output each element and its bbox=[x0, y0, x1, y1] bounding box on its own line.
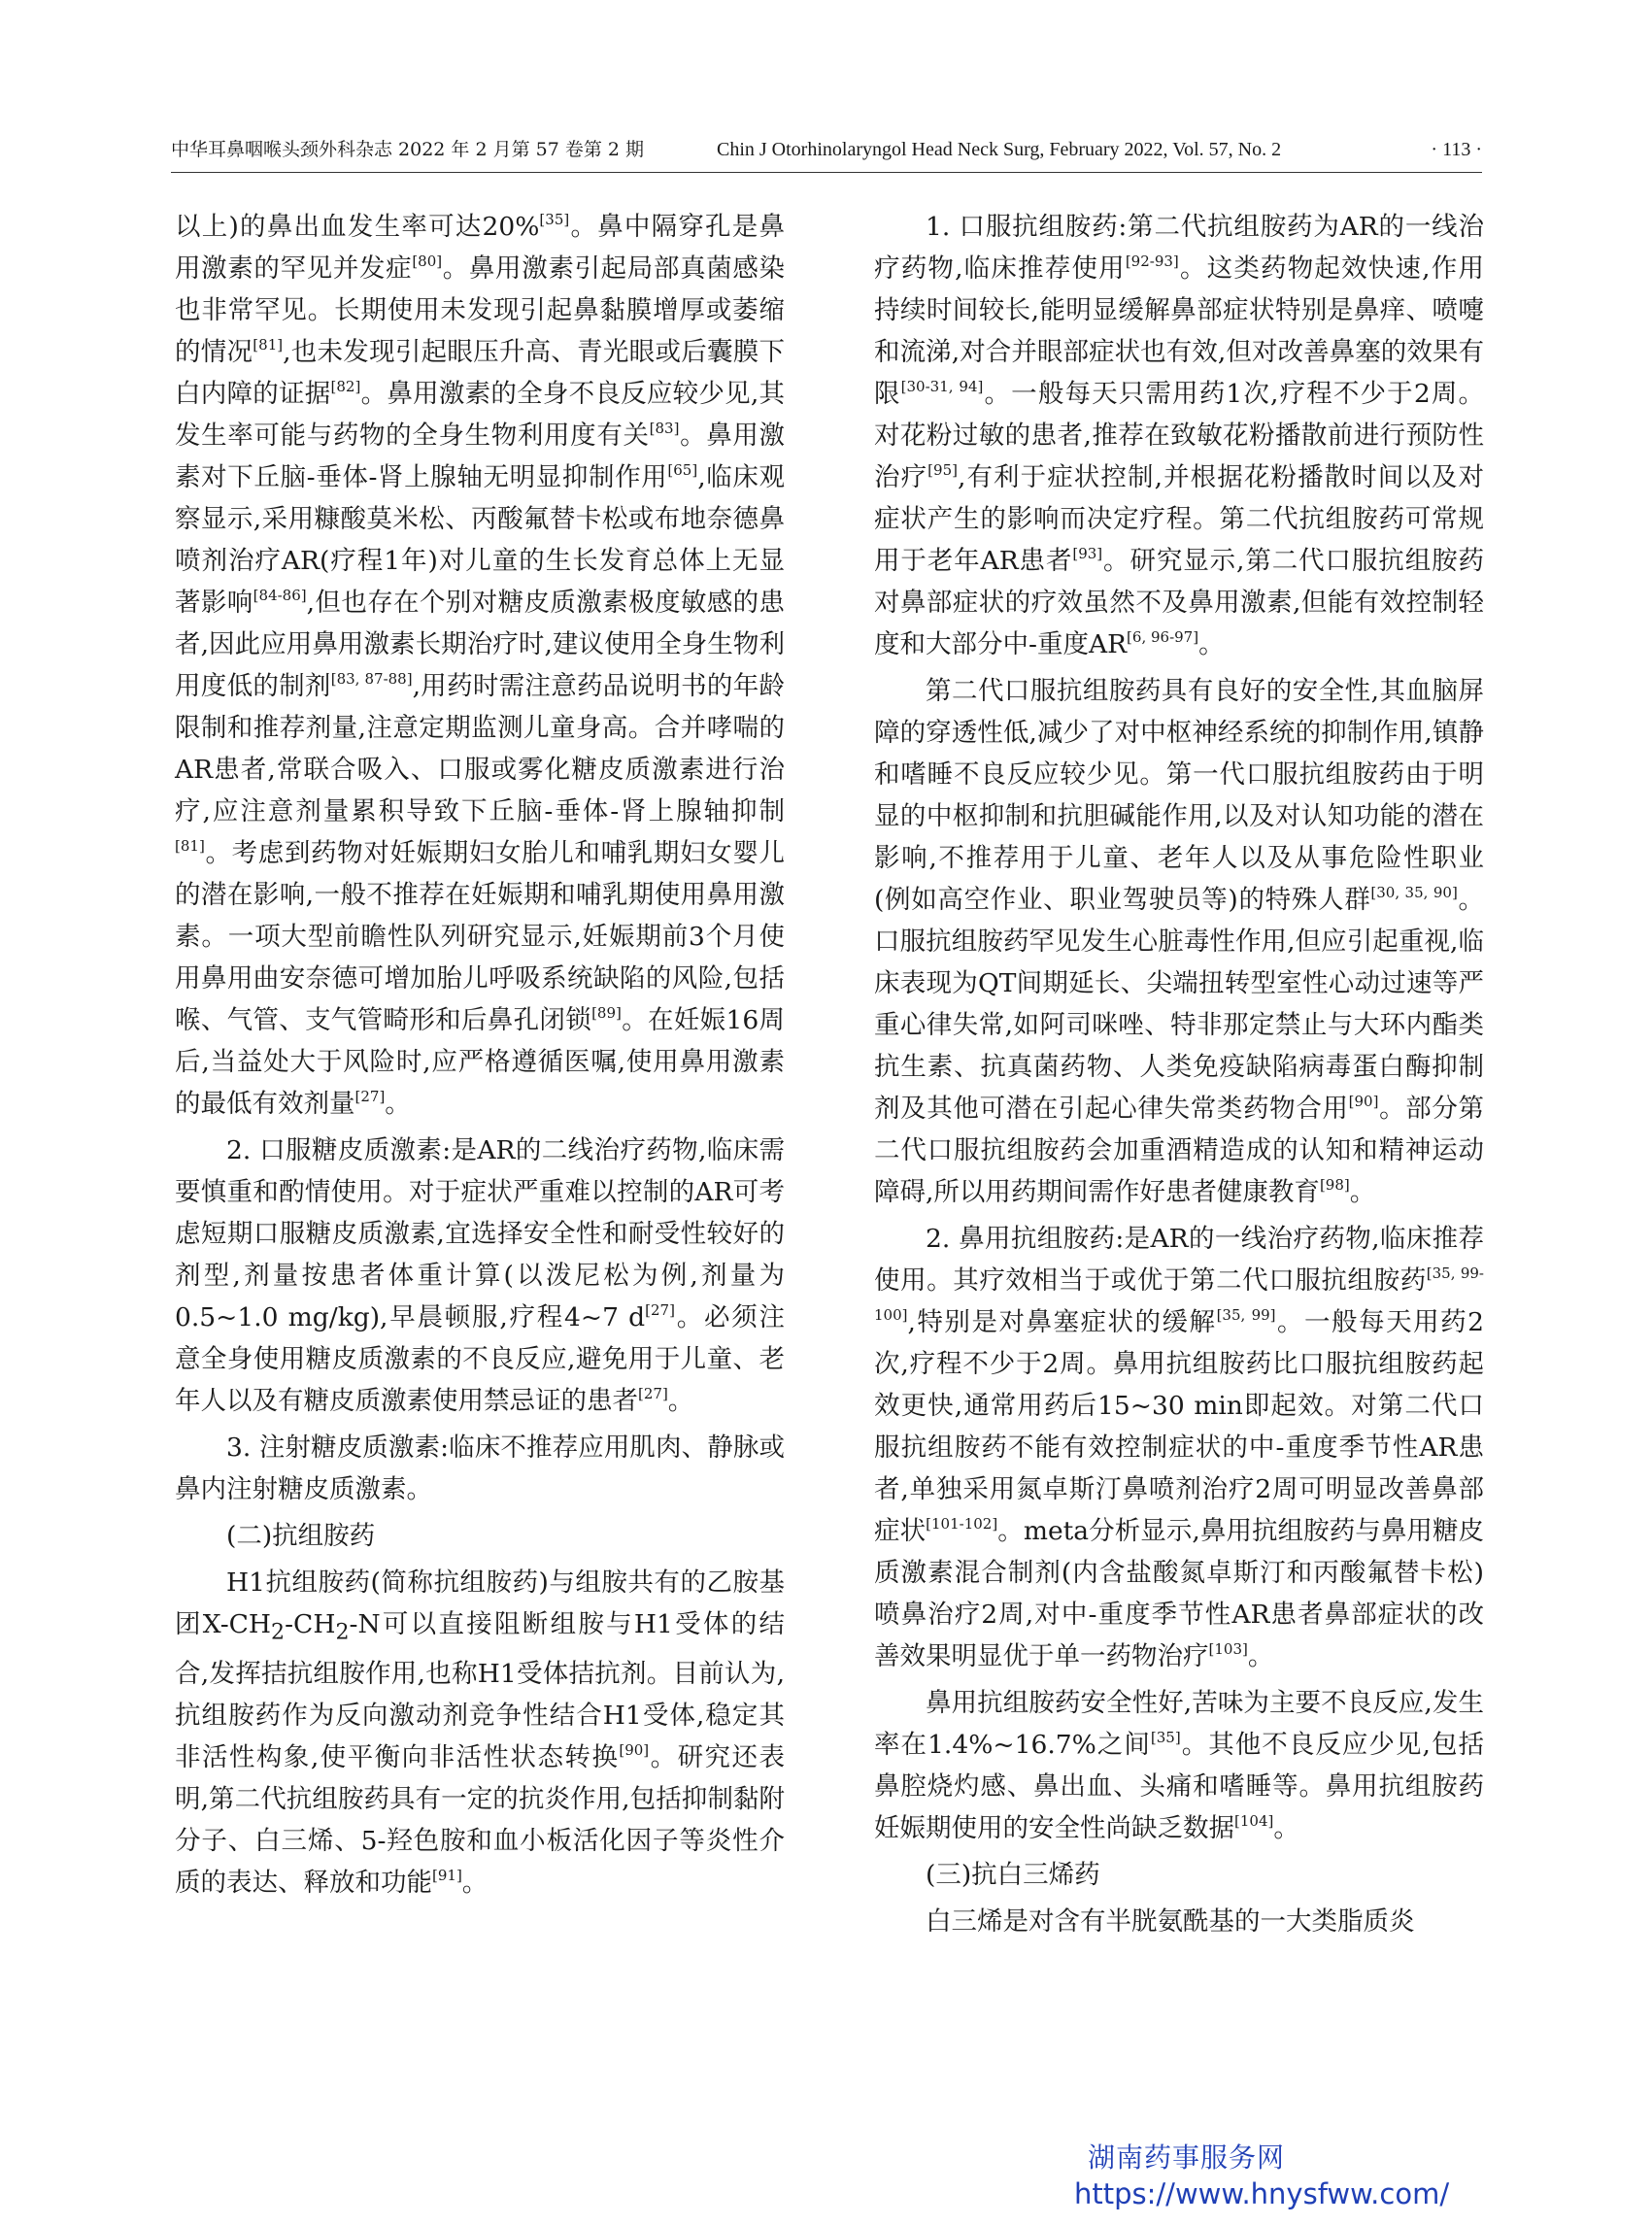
paragraph: H1抗组胺药(简称抗组胺药)与组胺共有的乙胺基团$X-CH_2-CH_2-N$可以直接阻断组胺与H1受体的结合,发挥拮抗组胺作用,也称H1受体拮抗剂。目前认为,抗组胺药作为反向激动剂竞争性结合H1受体,稳定其非活性构象,使平衡向非活性状态转换[90]。研究还表明,第二代抗组胺药具有一定的抗炎作用,包括抑制黏附分子、白三烯、5-羟色胺和血小板活化因子等炎性介质的表达、释放和功能[91]。 bbox=[175, 1568, 785, 1899]
section-heading: (二)抗组胺药 bbox=[226, 1521, 376, 1551]
paragraph: 白三烯是对含有半胱氨酰基的一大类脂质炎 bbox=[926, 1906, 1415, 1937]
paragraph: 2. 口服糖皮质激素:是AR的二线治疗药物,临床需要慎重和酌情使用。对于症状严重难以控制的AR可考虑短期口服糖皮质激素,宜选择安全性和耐受性较好的剂型,剂量按患者体重计算(以泼尼松为例,剂量为0.5~1.0 mg/kg),早晨顿服,疗程4~7 d[27]。必须注意全身使用糖皮质激素的不良反应,避免用于儿童、老年人以及有糖皮质激素使用禁忌证的患者[27]。 bbox=[175, 1135, 785, 1416]
page-number: · 113 · bbox=[1431, 139, 1482, 160]
paragraph: 2. 鼻用抗组胺药:是AR的一线治疗药物,临床推荐使用。其疗效相当于或优于第二代口服抗组胺药[35, 99-100],特别是对鼻塞症状的缓解[35, 99]。一般每天用药2次,疗程不少于2周。鼻用抗组胺药比口服抗组胺药起效更快,通常用药后15~30 min即起效。对第二代口服抗组胺药不能有效控制症状的中-重度季节性AR患者,单独采用氮卓斯汀鼻喷剂治疗2周可明显改善鼻部症状[101-102]。meta分析显示,鼻用抗组胺药与鼻用糖皮质激素混合制剂(内含盐酸氮卓斯汀和丙酸氟替卡松)喷鼻治疗2周,对中-重度季节性AR患者鼻部症状的改善效果明显优于单一药物治疗[103]。 bbox=[874, 1224, 1485, 1671]
paragraph: 鼻用抗组胺药安全性好,苦味为主要不良反应,发生率在1.4%~16.7%之间[35]。其他不良反应少见,包括鼻腔烧灼感、鼻出血、头痛和嗜睡等。鼻用抗组胺药妊娠期使用的安全性尚缺乏数据[104]。 bbox=[874, 1688, 1484, 1843]
paragraph: 3. 注射糖皮质激素:临床不推荐应用肌肉、静脉或鼻内注射糖皮质激素。 bbox=[175, 1433, 785, 1504]
journal-title-cn: 中华耳鼻咽喉头颈外科杂志 2022 年 2 月第 57 卷第 2 期 bbox=[171, 139, 645, 160]
header-divider bbox=[171, 172, 1482, 173]
right-column bbox=[874, 206, 1484, 1942]
paragraph: 1. 口服抗组胺药:第二代抗组胺药为AR的一线治疗药物,临床推荐使用[92-93]。这类药物起效快速,作用持续时间较长,能明显缓解鼻部症状特别是鼻痒、喷嚏和流涕,对合并眼部症状也有效,但对改善鼻塞的效果有限[30-31, 94]。一般每天只需用药1次,疗程不少于2周。对花粉过敏的患者,推荐在致敏花粉播散前进行预防性治疗[95],有利于症状控制,并根据花粉播散时间以及对症状产生的影响而决定疗程。第二代抗组胺药可常规用于老年AR患者[93]。研究显示,第二代口服抗组胺药对鼻部症状的疗效虽然不及鼻用激素,但能有效控制轻度和大部分中-重度AR[6, 96-97]。 bbox=[874, 212, 1484, 659]
running-header bbox=[171, 134, 1482, 165]
journal-title-en: Chin J Otorhinolaryngol Head Neck Surg, February 2022, Vol. 57, No. 2 bbox=[717, 139, 1282, 160]
watermark-url: https://www.hnysfww.com/ bbox=[1074, 2177, 1450, 2210]
paragraph: 以上)的鼻出血发生率可达20%[35]。鼻中隔穿孔是鼻用激素的罕见并发症[80]。鼻用激素引起局部真菌感染也非常罕见。长期使用未发现引起鼻黏膜增厚或萎缩的情况[81],也未发现引起眼压升高、青光眼或后囊膜下白内障的证据[82]。鼻用激素的全身不良反应较少见,其发生率可能与药物的全身生物利用度有关[83]。鼻用激素对下丘脑-垂体-肾上腺轴无明显抑制作用[65],临床观察显示,采用糠酸莫米松、丙酸氟替卡松或布地奈德鼻喷剂治疗AR(疗程1年)对儿童的生长发育总体上无显著影响[84-86],但也存在个别对糖皮质激素极度敏感的患者,因此应用鼻用激素长期治疗时,建议使用全身生物利用度低的制剂[83, 87-88],用药时需注意药品说明书的年龄限制和推荐剂量,注意定期监测儿童身高。合并哮喘的AR患者,常联合吸入、口服或雾化糖皮质激素进行治疗,应注意剂量累积导致下丘脑-垂体-肾上腺轴抑制[81]。考虑到药物对妊娠期妇女胎儿和哺乳期妇女婴儿的潜在影响,一般不推荐在妊娠期和哺乳期使用鼻用激素。一项大型前瞻性队列研究显示,妊娠期前3个月使用鼻用曲安奈德可增加胎儿呼吸系统缺陷的风险,包括喉、气管、支气管畸形和后鼻孔闭锁[89]。在妊娠16周后,当益处大于风险时,应严格遵循医嘱,使用鼻用激素的最低有效剂量[27]。 bbox=[175, 210, 786, 1119]
site-watermark bbox=[1074, 2141, 1496, 2212]
paragraph: 第二代口服抗组胺药具有良好的安全性,其血脑屏障的穿透性低,减少了对中枢神经系统的抑制作用,镇静和嗜睡不良反应较少见。第一代口服抗组胺药由于明显的中枢抑制和抗胆碱能作用,以及对认知功能的潜在影响,不推荐用于儿童、老年人以及从事危险性职业(例如高空作业、职业驾驶员等)的特殊人群[30, 35, 90]。口服抗组胺药罕见发生心脏毒性作用,但应引起重视,临床表现为QT间期延长、尖端扭转型室性心动过速等严重心律失常,如阿司咪唑、特非那定禁止与大环内酯类抗生素、抗真菌药物、人类免疫缺陷病毒蛋白酶抑制剂及其他可潜在引起心律失常类药物合用[90]。部分第二代口服抗组胺药会加重酒精造成的认知和精神运动障碍,所以用药期间需作好患者健康教育[98]。 bbox=[874, 676, 1485, 1207]
watermark-site-name: 湖南药事服务网 bbox=[1088, 2141, 1286, 2174]
section-heading: (三)抗白三烯药 bbox=[926, 1860, 1100, 1890]
left-column bbox=[175, 206, 785, 1904]
